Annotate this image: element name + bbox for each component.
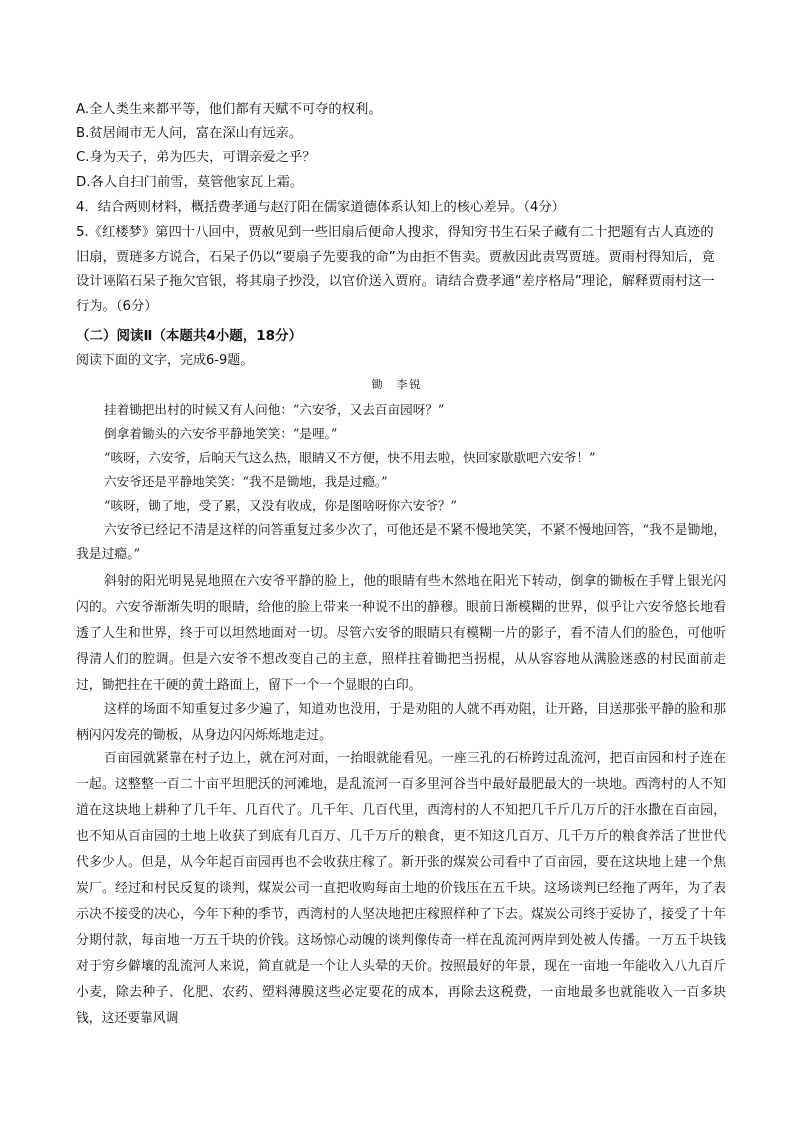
question-5: 5.《红楼梦》第四十八回中，贾赦见到一些旧扇后便命人搜求，得知穷书生石呆子藏有二十把题有古人真迹的旧扇，贾琏多方说合，石呆子仍以“要扇子先要我的命”为由拒不售卖。贾赦因此责骂贾琏。贾雨村得知后，竟设计诬陷石呆子拖欠官银，将其扇子抄没，以官价送入贾府。请结合费孝通“差序格局”理论，解释贾雨村这一行为。（6分） xyxy=(76,225,715,315)
narrative-paragraph: 六安爷已经记不清是这样的问答重复过多少次了，可他还是不紧不慢地笑笑，不紧不慢地回答，“我不是锄地，我是过瘾。” xyxy=(76,523,726,562)
dialogue-line: “咳呀，锄了地，受了累，又没有收成，你是图啥呀你六安爷？” xyxy=(104,498,457,513)
question-4: 4．结合两则材料，概括费孝通与赵汀阳在儒家道德体系认知上的核心差异。（4分） xyxy=(76,200,565,215)
dialogue-line: “咳呀，六安爷，后晌天气这么热，眼睛又不方便，快不用去啦，快回家歇歇吧六安爷！” xyxy=(104,450,596,465)
narrative-paragraph: 斜射的阳光明晃晃地照在六安爷平静的脸上，他的眼睛有些木然地在阳光下转动，倒拿的锄板在手臂上银光闪闪的。六安爷渐渐失明的眼睛，给他的脸上带来一种说不出的静穆。眼前日渐模糊的世界，似乎让六安爷悠长地看透了人生和世界，终于可以坦然地面对一切。尽管六安爷的眼睛只有模糊一片的影子，看不清人们的脸色，可他听得清人们的腔调。但是六安爷不想改变自己的主意，照样拄着锄把当拐棍，从从容容地从满脸迷惑的村民面前走过，锄把拄在干硬的黄土路面上，留下一个一个显眼的白印。 xyxy=(76,574,726,693)
dialogue-line: 挂着锄把出村的时候又有人问他：“六安爷，又去百亩园呀？” xyxy=(104,402,445,417)
option-a: A.全人类生来都平等，他们都有天赋不可夺的权利。 xyxy=(76,102,382,117)
narrative-paragraph: 百亩园就紧靠在村子边上，就在河对面，一抬眼就能看见。一座三孔的石桥跨过乱流河，把百亩园和村子连在一起。这整整一百二十亩平坦肥沃的河滩地，是乱流河一百多里河谷当中最好最肥最大的一块地。西湾村的人不知道在这块地上耕种了几千年、几百代了。几千年、几百代里，西湾村的人不知把几千斤几万斤的汗水撒在百亩园，也不知从百亩园的土地上收获了到底有几百万、几千万斤的粮食，更不知这几百万、几千万斤的粮食养活了世世代代多少人。但是，从今年起百亩园再也不会收获庄稼了。新开张的煤炭公司看中了百亩园，要在这块地上建一个焦炭厂。经过和村民反复的谈判，煤炭公司一直把收购每亩土地的价钱压在五千块。这场谈判已经拖了两年，为了表示决不接受的决心，今年下种的季节，西湾村的人坚决地把庄稼照样种了下去。煤炭公司终于妥协了，接受了十年分期付款，每亩地一万五千块的价钱。这场惊心动魄的谈判像传奇一样在乱流河两岸到处被人传播。一万五千块钱对于穷乡僻壤的乱流河人来说，简直就是一个让人头晕的天价。按照最好的年景，现在一亩地一年能收入八九百斤小麦，除去种子、化肥、农药、塑料薄膜这些必定要花的成本，再除去这税费，一亩地最多也就能收入一百多块钱，这还要靠风调 xyxy=(76,751,726,1026)
dialogue-line: 六安爷还是平静地笑笑：“我不是锄地，我是过瘾。” xyxy=(104,474,388,489)
section-heading: （二）阅读Ⅱ（本题共4小题，18分） xyxy=(76,328,303,344)
narrative-paragraph: 这样的场面不知重复过多少遍了，知道劝也没用，于是劝阻的人就不再劝阻，让开路，目送那张平静的脸和那柄闪闪发亮的锄板，从身边闪闪烁烁地走过。 xyxy=(76,702,726,743)
reading-instruction: 阅读下面的文字，完成6-9题。 xyxy=(76,353,254,368)
story-title: 锄 xyxy=(371,378,385,391)
option-c: C.身为天子，弟为匹夫，可谓亲爱之乎？ xyxy=(76,150,316,165)
option-d: D.各人自扫门前雪，莫管他家瓦上霜。 xyxy=(76,175,304,190)
option-b: B.贫居闹市无人问，富在深山有远亲。 xyxy=(76,126,303,141)
dialogue-line: 倒拿着锄头的六安爷平静地笑笑：“是哩。” xyxy=(104,426,338,441)
story-author: 李锐 xyxy=(396,378,423,391)
story-title-line xyxy=(0,376,794,392)
